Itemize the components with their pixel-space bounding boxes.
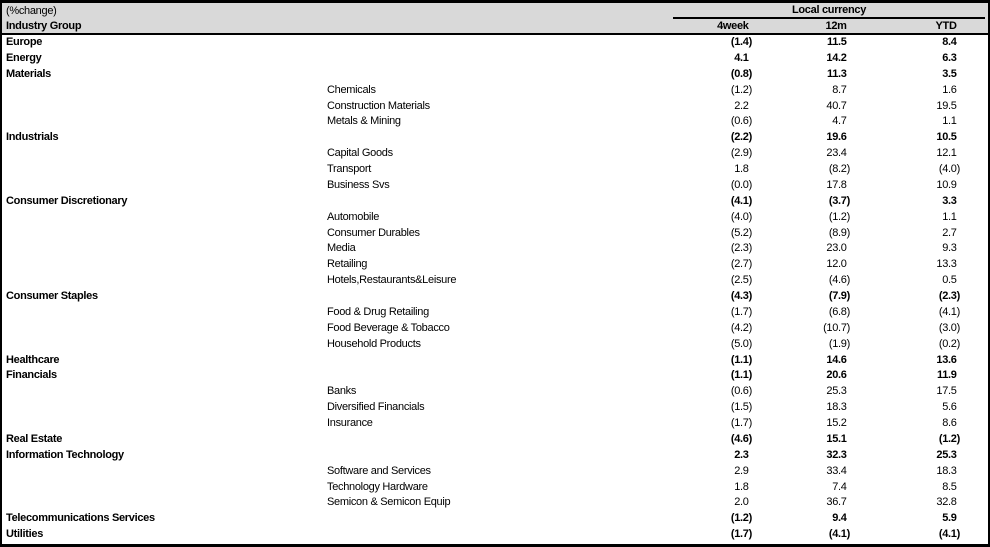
value-4week: (2.5) [730,274,752,287]
industry-group-header: Industry Group [2,19,622,34]
value-ytd: 13.6 [936,353,957,366]
value-ytd: 6.3 [942,51,957,64]
value-12m: (4.1) [828,528,850,541]
sub-industry-label: Insurance [327,417,373,429]
value-4week: (1.7) [730,528,752,541]
sub-industry-label: Semicon & Semicon Equip [327,496,451,509]
value-ytd: 17.5 [936,385,957,398]
table-row [2,178,988,194]
value-4week: 4.1 [734,51,749,64]
value-4week: (1.1) [730,353,752,366]
value-12m: (6.8) [828,305,850,318]
value-4week: (5.0) [730,337,752,350]
table-row [2,495,988,511]
value-ytd: (0.2) [938,337,960,350]
value-4week: (4.6) [730,432,752,445]
value-12m: 23.0 [826,242,847,255]
column-header-row [2,19,988,34]
value-12m: 32.3 [826,448,847,461]
value-ytd: (2.3) [938,290,960,302]
value-4week: 2.3 [734,448,749,461]
value-4week: (1.7) [730,417,752,429]
table-row [2,321,988,337]
industry-group-label: Financials [6,369,57,382]
value-ytd: 32.8 [936,496,957,509]
value-12m: 8.7 [832,83,847,96]
value-4week: (0.8) [730,67,752,80]
value-ytd: 13.3 [936,258,957,271]
sub-industry-label: Metals & Mining [327,115,401,128]
value-12m: 11.3 [827,67,847,80]
value-12m: 7.4 [832,480,847,493]
value-4week: (2.3) [730,242,752,255]
value-12m: (1.2) [828,210,850,223]
value-4week: (1.5) [730,401,752,414]
value-4week: (4.0) [730,210,752,223]
value-12m: 4.7 [832,115,847,128]
industry-group-label: Industrials [6,131,59,144]
value-ytd: 9.3 [942,242,957,255]
sub-industry-label: Construction Materials [327,99,430,112]
industry-group-label: Materials [6,67,51,80]
industry-group-label: Consumer Discretionary [6,194,128,207]
sub-industry-label: Media [327,242,356,255]
table-row [2,448,988,464]
value-12m: 25.3 [826,385,847,398]
value-12m: (10.7) [823,321,850,334]
value-12m: (3.7) [828,194,850,207]
sub-industry-label: Transport [327,163,371,175]
value-ytd: (4.0) [938,163,960,175]
value-ytd: 8.6 [942,417,957,429]
value-4week: 2.2 [734,99,749,112]
currency-header-row [2,3,988,19]
table-header [2,3,988,34]
value-12m: 33.4 [826,464,847,477]
table-row [2,400,988,416]
value-4week: 1.8 [734,163,749,175]
table-row [2,511,988,527]
table-row [2,194,988,210]
table-row [2,99,988,115]
industry-group-label: Healthcare [6,353,60,366]
table-row [2,432,988,448]
industry-group-label: Real Estate [6,432,63,445]
column-header-4week: 4week [622,19,752,34]
sub-industry-label: Diversified Financials [327,401,425,414]
sub-industry-label: Chemicals [327,83,376,96]
value-12m: 18.3 [826,401,847,414]
value-4week: 1.8 [734,480,749,493]
value-4week: 2.9 [734,464,749,477]
value-4week: (2.9) [730,147,752,160]
value-12m: 20.6 [826,369,847,382]
value-ytd: (3.0) [938,321,960,334]
column-header-ytd: YTD [850,19,988,34]
sub-industry-label: Retailing [327,258,368,271]
sub-industry-label: Food Beverage & Tobacco [327,321,450,334]
table-row [2,305,988,321]
value-4week: (0.0) [730,178,752,191]
table-row [2,257,988,273]
value-4week: (1.2) [730,83,752,96]
value-4week: (1.4) [730,36,752,48]
table-row [2,464,988,480]
value-12m: (1.9) [828,337,850,350]
table-row [2,51,988,67]
table-row [2,241,988,257]
value-12m: 15.1 [826,432,847,445]
value-ytd: 3.5 [942,67,957,80]
table-row [2,210,988,226]
value-12m: 15.2 [826,417,847,429]
value-ytd: 3.3 [942,194,957,207]
table-row [2,83,988,99]
value-4week: (2.7) [730,258,752,271]
value-12m: (8.2) [828,163,850,175]
value-ytd: (4.1) [938,528,960,541]
industry-group-label: Energy [6,51,42,64]
sub-industry-label: Banks [327,385,357,398]
column-header-12m: 12m [752,19,850,34]
value-12m: 36.7 [826,496,847,509]
value-12m: 17.8 [826,178,847,191]
table-row [2,34,988,51]
table-row [2,146,988,162]
local-currency-group-header [622,3,988,19]
sub-industry-label: Hotels,Restaurants&Leisure [327,274,457,287]
value-12m: (8.9) [828,226,850,239]
table-row [2,114,988,130]
sub-industry-label: Capital Goods [327,147,393,160]
value-12m: 19.6 [826,131,847,144]
value-ytd: (4.1) [938,305,960,318]
value-4week: (1.1) [730,369,752,382]
value-4week: (4.2) [730,321,752,334]
value-4week: (1.2) [730,512,752,525]
industry-group-label: Europe [6,36,43,48]
table-row [2,67,988,83]
value-12m: 11.5 [827,36,847,48]
table-row [2,368,988,384]
value-12m: (4.6) [828,274,850,287]
value-4week: (2.2) [730,131,752,144]
value-4week: (4.3) [730,290,752,302]
percent-change-note: (%change) [6,5,57,17]
value-ytd: 2.7 [942,226,957,239]
sub-industry-label: Software and Services [327,464,431,477]
sub-industry-label: Automobile [327,210,380,223]
value-12m: 12.0 [826,258,847,271]
value-ytd: 8.5 [942,480,957,493]
value-4week: (0.6) [730,115,752,128]
sub-industry-label: Household Products [327,337,421,350]
local-currency-label: Local currency [673,3,985,19]
table-row [2,130,988,146]
value-ytd: 11.9 [937,369,957,382]
value-ytd: 19.5 [936,99,957,112]
value-12m: 23.4 [826,147,847,160]
value-ytd: 10.9 [936,178,957,191]
value-12m: 40.7 [826,99,847,112]
value-ytd: 10.5 [936,131,957,144]
sub-industry-label: Business Svs [327,178,390,191]
value-ytd: 25.3 [936,448,957,461]
value-ytd: 1.1 [942,115,957,128]
sub-industry-label: Consumer Durables [327,226,420,239]
table-row [2,416,988,432]
value-ytd: 0.5 [942,274,957,287]
sub-industry-label: Technology Hardware [327,480,428,493]
value-ytd: 12.1 [936,147,957,160]
value-12m: 14.6 [826,353,847,366]
table-row [2,273,988,289]
value-ytd: 5.6 [942,401,957,414]
value-4week: (4.1) [730,194,752,207]
value-ytd: 1.1 [942,210,957,223]
table-row [2,353,988,369]
industry-group-label: Utilities [6,528,44,541]
value-ytd: 5.9 [942,512,957,525]
sub-industry-label: Food & Drug Retailing [327,305,429,318]
table-row [2,226,988,242]
table-row [2,162,988,178]
value-4week: (1.7) [730,305,752,318]
value-12m: (7.9) [828,290,850,302]
industry-performance-table [2,3,988,543]
value-ytd: (1.2) [938,432,960,445]
table-row [2,337,988,353]
table-row [2,527,988,543]
value-ytd: 18.3 [936,464,957,477]
value-4week: 2.0 [734,496,749,509]
table-row [2,384,988,400]
table-row [2,289,988,305]
industry-group-label: Consumer Staples [6,290,98,302]
value-4week: (0.6) [730,385,752,398]
value-12m: 14.2 [826,51,847,64]
table-body [2,34,988,543]
value-ytd: 1.6 [942,83,957,96]
table-row [2,480,988,496]
value-12m: 9.4 [832,512,847,525]
industry-group-label: Telecommunications Services [6,512,155,525]
industry-group-label: Information Technology [6,448,124,461]
value-4week: (5.2) [730,226,752,239]
value-ytd: 8.4 [942,36,957,48]
